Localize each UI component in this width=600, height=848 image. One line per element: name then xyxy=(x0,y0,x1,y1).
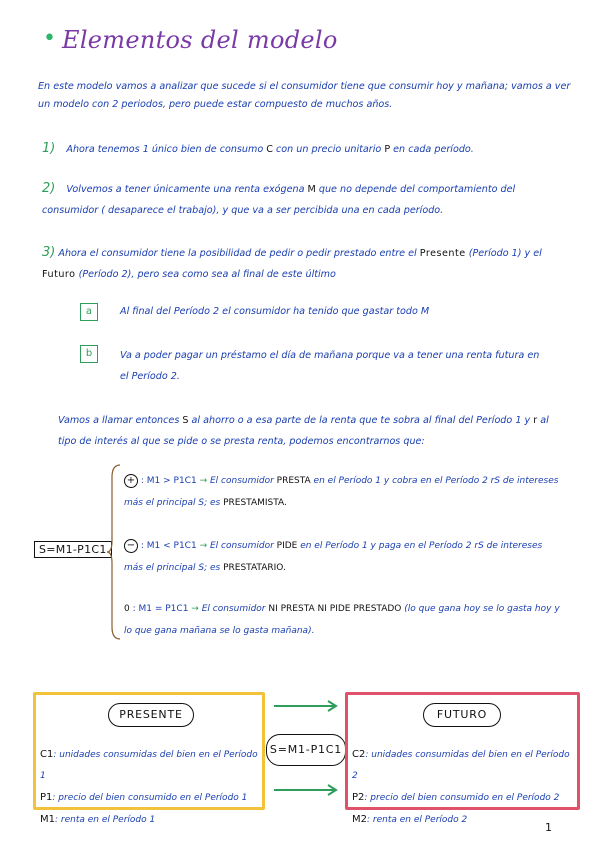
case-condition: : M1 > P1C1 xyxy=(140,476,197,486)
item-text: con un precio unitario xyxy=(272,144,385,155)
item-text: Ahora el consumidor tiene la posibilidad de pedir o pedir prestado entre el xyxy=(58,248,420,259)
plus-sign-icon: + xyxy=(124,474,138,488)
savings-paragraph xyxy=(58,410,558,452)
item-text: Ahora tenemos 1 único bien de consumo xyxy=(66,144,267,155)
list-item xyxy=(40,744,262,787)
minus-sign-icon: − xyxy=(124,539,138,553)
item-2 xyxy=(42,178,542,221)
var-key: C2 xyxy=(352,749,366,760)
page-title: Elementos del modelo xyxy=(62,26,338,54)
savings-formula: S=M1-P1C1 xyxy=(34,541,112,558)
item-keyword: Futuro xyxy=(42,269,76,280)
intro-paragraph: En este modelo vamos a analizar que sucede si el consumidor tiene que consumir hoy y mañana; vamos a ver un modelo con 2 periodos, pero puede estar compuesto de muchos años. xyxy=(38,81,571,110)
var-desc: : precio del bien consumido en el Período 1 xyxy=(52,793,248,803)
case-tag: PRESTAMISTA. xyxy=(223,498,287,508)
case-positive xyxy=(124,470,564,514)
item-var: M xyxy=(307,184,316,195)
var-key: P1 xyxy=(40,792,53,803)
var-key: M2 xyxy=(352,814,367,825)
var-desc: : precio del bien consumido en el Período 2 xyxy=(364,793,560,803)
item-var: P xyxy=(384,144,391,155)
sub-letter-b: b xyxy=(80,345,98,363)
case-negative xyxy=(124,535,564,579)
var-desc: : unidades consumidas del bien en el Período 2 xyxy=(352,750,570,781)
var-desc: : unidades consumidas del bien en el Período 1 xyxy=(40,750,258,781)
title-bullet: • xyxy=(43,26,56,51)
sub-text-a: Al final del Período 2 el consumidor ha tenido que gastar todo M xyxy=(120,306,430,317)
savings-var: S xyxy=(182,415,189,426)
list-item xyxy=(352,744,576,787)
brace-icon xyxy=(106,463,122,641)
case-condition: : M1 < P1C1 xyxy=(140,541,197,551)
futuro-label: FUTURO xyxy=(423,703,501,727)
case-keyword: PRESTA xyxy=(276,476,311,486)
item-3 xyxy=(42,242,552,285)
item-1 xyxy=(42,138,562,160)
case-keyword: PIDE xyxy=(276,541,298,551)
arrow-right-icon: → xyxy=(199,476,208,486)
presente-list xyxy=(40,744,262,831)
list-item xyxy=(40,809,262,831)
item-number: 1) xyxy=(42,141,56,156)
arrow-right-icon: → xyxy=(191,604,199,614)
presente-label: PRESENTE xyxy=(108,703,194,727)
list-item xyxy=(40,787,262,809)
item-var: C xyxy=(266,144,273,155)
case-text: en el Período 1 y paga en el Período 2 rS de intereses más el principal S; es xyxy=(124,541,543,573)
savings-text: al ahorro o a esa parte de la renta que te sobra al final del Período 1 y xyxy=(188,415,534,426)
var-key: C1 xyxy=(40,749,54,760)
zero-sign: 0 xyxy=(124,604,130,614)
item-text: (Período 2), pero sea como sea al final de este último xyxy=(75,269,336,280)
futuro-list xyxy=(352,744,576,831)
savings-var: r xyxy=(533,415,538,426)
item-number: 3) xyxy=(42,245,56,260)
var-desc: : renta en el Período 1 xyxy=(55,815,156,825)
case-text: El consumidor xyxy=(201,604,269,614)
item-number: 2) xyxy=(42,181,56,196)
center-formula: S=M1-P1C1 xyxy=(266,734,346,766)
savings-text: Vamos a llamar entonces xyxy=(58,415,183,426)
arrow-right-icon: → xyxy=(199,541,208,551)
case-text: (lo que gana hoy se lo gasta hoy y lo que gana mañana se lo gasta mañana). xyxy=(124,604,560,636)
case-text: El consumidor xyxy=(209,476,277,486)
var-desc: : renta en el Período 2 xyxy=(367,815,468,825)
var-key: P2 xyxy=(352,792,365,803)
list-item xyxy=(352,787,576,809)
case-condition: : M1 = P1C1 xyxy=(132,604,189,614)
item-text: que no depende del comportamiento del consumidor ( desaparece el trabajo), y que va a ser percibida una en cada período. xyxy=(42,184,516,216)
page-number: 1 xyxy=(545,821,552,834)
sub-letter-a: a xyxy=(80,303,98,321)
item-text: en cada período. xyxy=(390,144,474,155)
item-text: Volvemos a tener únicamente una renta exógena xyxy=(66,184,308,195)
list-item xyxy=(352,809,576,831)
item-text: (Período 1) y el xyxy=(465,248,542,259)
case-text: en el Período 1 y cobra en el Período 2 rS de intereses más el principal S; es xyxy=(124,476,559,508)
sub-text-b: Va a poder pagar un préstamo el día de mañana porque va a tener una renta futura en el Período 2. xyxy=(120,350,540,382)
savings-text: al tipo de interés al que se pide o se presta renta, podemos encontrarnos que: xyxy=(58,415,549,447)
var-key: M1 xyxy=(40,814,55,825)
item-keyword: Presente xyxy=(419,248,466,259)
case-zero xyxy=(124,598,564,642)
case-tag: PRESTATARIO. xyxy=(223,563,286,573)
case-keyword: NI PRESTA NI PIDE PRESTADO xyxy=(268,604,402,614)
case-text: El consumidor xyxy=(209,541,277,551)
